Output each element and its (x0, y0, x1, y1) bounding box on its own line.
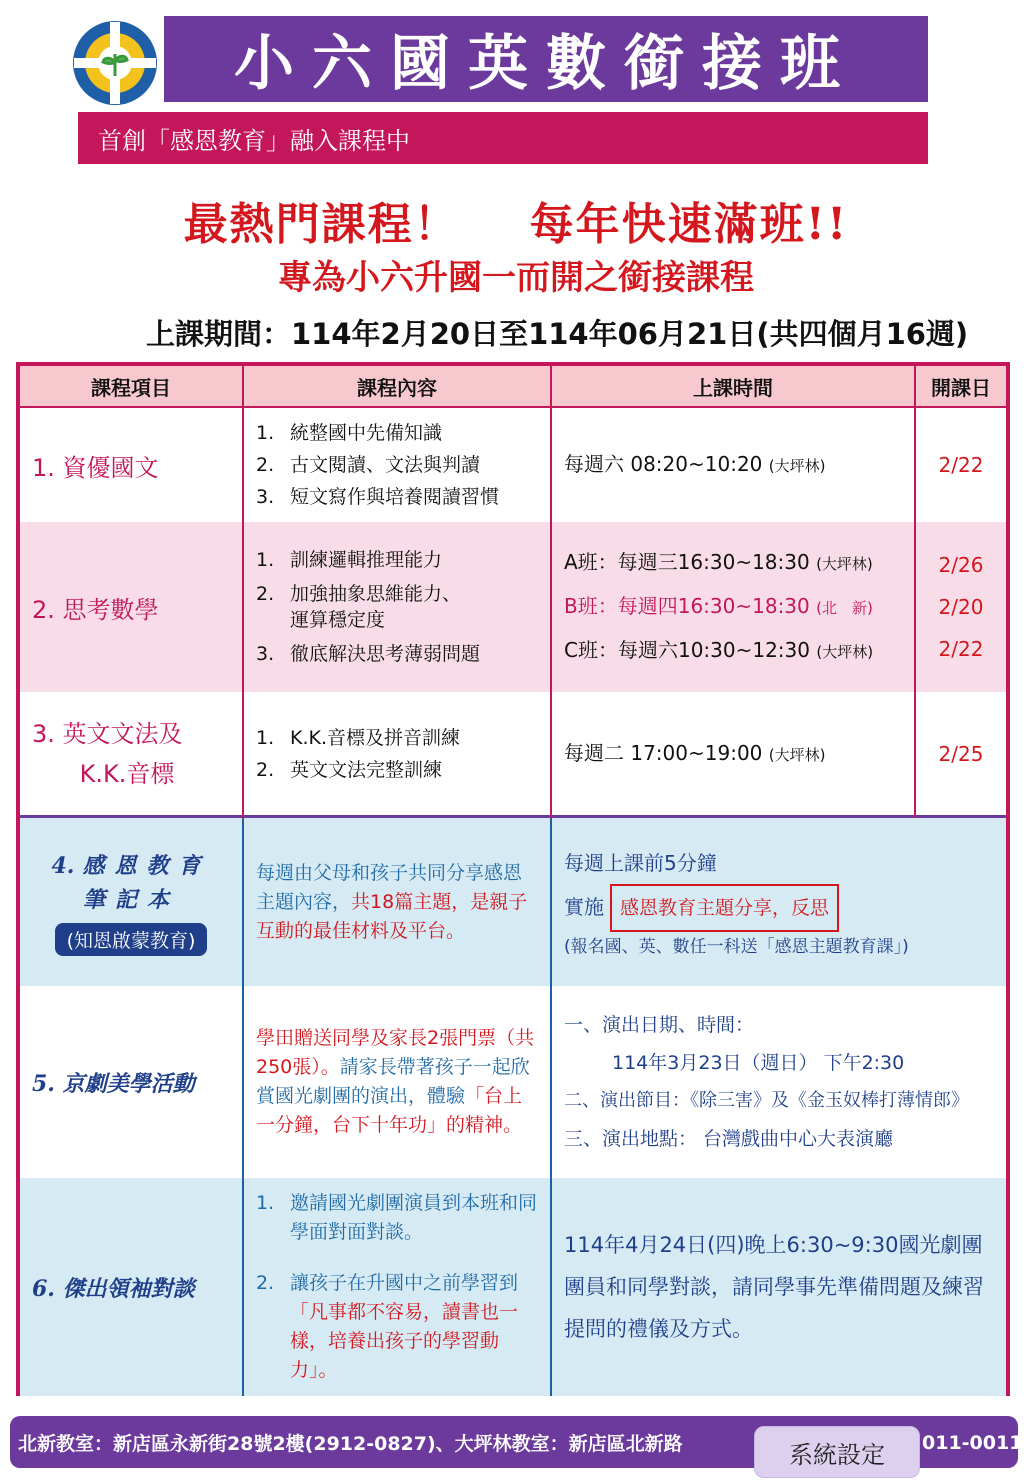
footer-address: 北新教室：新店區永新街28號2樓(2912-0827)、大坪林教室：新店區北新路 (18, 1432, 683, 1455)
class-time: 每週二 17:00~19:00 (大坪林) (564, 740, 826, 765)
tagline: 專為小六升國一而開之銜接課程 (278, 258, 754, 298)
course-name: 5. 京劇美學活動 (32, 1070, 195, 1097)
list-item: 1. 邀請國光劇團演員到本班和同學面對面對談。 (256, 1192, 538, 1243)
table-row (20, 1178, 1006, 1396)
performance-program: 二、演出節目：《除三害》及《金玉奴棒打薄情郎》 (564, 1090, 969, 1111)
list-item: 2. 英文文法完整訓練 (256, 758, 443, 781)
course-table (16, 362, 1010, 1396)
footer-phone-tail: 011-0011) (922, 1432, 1032, 1454)
gratitude-topic-box: 感恩教育主題分享，反思 (610, 884, 839, 932)
header-class-time: 上課時間 (693, 375, 773, 400)
gratitude-note: (報名國、英、數任一科送「感恩主題教育課」) (564, 937, 909, 957)
list-item: 1. 訓練邏輯推理能力 (256, 549, 443, 571)
table-header-row (20, 366, 1006, 408)
course-name: 1. 資優國文 (32, 453, 159, 482)
list-item: 3. 徹底解決思考薄弱問題 (256, 643, 481, 665)
header-start-date: 開課日 (931, 375, 991, 400)
table-row (20, 408, 1006, 522)
start-date-b: 2/20 (938, 595, 984, 619)
hot-right-text: 每年快速滿班!! (529, 199, 849, 250)
school-logo (72, 20, 158, 106)
hot-left-text: 最熱門課程！ (183, 199, 460, 250)
course-name: 6. 傑出領袖對談 (32, 1275, 195, 1302)
list-item: 1. 統整國中先備知識 (256, 422, 443, 444)
grid-line (242, 818, 244, 1396)
hot-course-headline (0, 188, 1032, 252)
start-date-c: 2/22 (938, 637, 984, 661)
table-row (20, 818, 1006, 986)
course-name: 3. 英文文法及 K.K.音標 (32, 719, 183, 788)
grid-line (550, 366, 552, 818)
performance-venue: 三、演出地點： 台灣戲曲中心大表演廳 (564, 1128, 894, 1150)
list-item: 2. 古文閱讀、文法與判讀 (256, 454, 481, 476)
course-description: 學田贈送同學及家長2張門票（共250張）。請家長帶著孩子一起欣賞國光劇團的演出，體驗「台上一分鐘，台下十年功」的精神。 (256, 1027, 535, 1136)
list-item: 2. 加強抽象思維能力、 運算穩定度 (256, 583, 462, 631)
course-name: 2. 思考數學 (32, 595, 159, 624)
list-item: 3. 短文寫作與培養閱讀習慣 (256, 486, 500, 508)
performance-date: 114年3月23日（週日） 下午2:30 (612, 1052, 905, 1074)
list-item: 2. 讓孩子在升國中之前學習到「凡事都不容易，讀書也一樣，培養出孩子的學習動力」。 (256, 1272, 519, 1381)
header-course-item: 課程項目 (91, 375, 171, 400)
system-settings-button[interactable]: 系統設定 (754, 1426, 920, 1478)
start-date-a: 2/26 (938, 553, 984, 577)
grid-line (242, 366, 244, 818)
table-row (20, 522, 1006, 692)
class-time: 每週六 08:20~10:20 (大坪林) (564, 452, 826, 476)
class-time-c: C班：每週六10:30~12:30 (大坪林) (564, 638, 874, 662)
table-row (20, 692, 1006, 818)
course-period: 上課期間：114年2月20日至114年06月21日(共四個月16週) (146, 317, 969, 351)
table-row (20, 986, 1006, 1178)
page-title: 小六國英數銜接班 (164, 16, 928, 102)
gratitude-time: 每週上課前5分鐘 (564, 851, 717, 875)
leader-talk-detail: 114年4月24日(四)晚上6:30~9:30國光劇團團員和同學對談，請同學事先準備問題及練習提問的禮儀及方式。 (564, 1233, 984, 1341)
subtitle-banner: 首創「感恩教育」融入課程中 (78, 112, 928, 164)
course-description: 每週由父母和孩子共同分享感恩主題內容，共18篇主題，是親子互動的最佳材料及平台。 (256, 861, 528, 942)
enlightenment-badge: (知恩啟蒙教育) (55, 923, 208, 956)
start-date: 2/25 (938, 741, 984, 766)
header-course-content: 課程內容 (357, 375, 437, 400)
list-item: 1. K.K.音標及拼音訓練 (256, 726, 460, 749)
course-name: 4. 感恩教育 筆記本 (51, 852, 211, 913)
grid-line (914, 366, 916, 818)
gratitude-implement: 實施 感恩教育主題分享，反思 (564, 884, 1006, 932)
class-time-a: A班：每週三16:30~18:30 (大坪林) (564, 550, 873, 574)
performance-date-label: 一、演出日期、時間： (564, 1014, 755, 1036)
grid-line (550, 818, 552, 1396)
class-time-b: B班：每週四16:30~18:30 (北 新) (564, 594, 873, 618)
start-date: 2/22 (938, 453, 984, 477)
